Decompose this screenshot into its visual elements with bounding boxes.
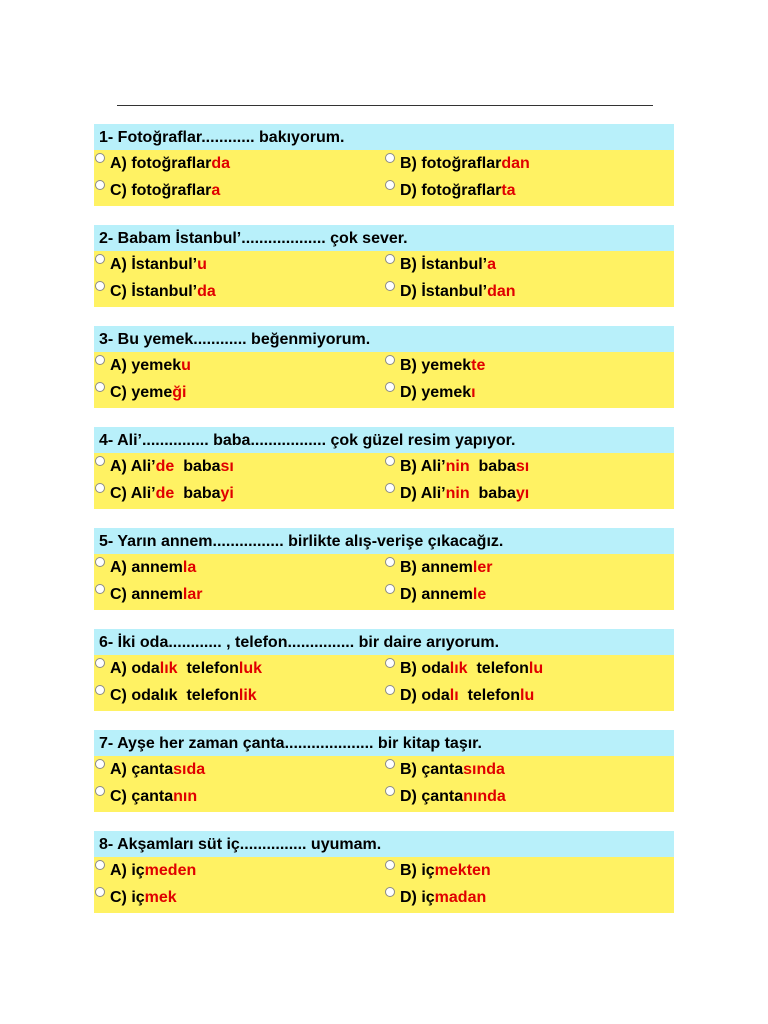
option-second-suffix: yı: [515, 485, 530, 502]
option-suffix: dan: [487, 283, 516, 300]
radio-button-icon[interactable]: [385, 557, 395, 567]
option-second-word: baba: [174, 458, 221, 475]
top-divider: [117, 105, 653, 106]
question-stem: 2- Babam İstanbul’................... çok sever.: [94, 225, 674, 251]
option-letter: D): [400, 182, 422, 199]
option-suffix: lar: [182, 586, 203, 603]
radio-button-icon[interactable]: [385, 584, 395, 594]
option-letter: D): [400, 586, 422, 603]
option-stem-text: İstanbul’: [131, 283, 198, 300]
answer-options: [94, 352, 674, 408]
radio-button-icon[interactable]: [95, 180, 105, 190]
option-suffix: da: [197, 283, 216, 300]
answer-options: [94, 251, 674, 307]
option-suffix: madan: [434, 889, 487, 906]
option-suffix: sında: [463, 761, 505, 778]
option-suffix: sıda: [173, 761, 206, 778]
option-letter: A): [110, 256, 132, 273]
option-letter: D): [400, 889, 422, 906]
question-stem: 3- Bu yemek............ beğenmiyorum.: [94, 326, 674, 352]
option-second-word: telefon: [467, 660, 529, 677]
question-stem: 5- Yarın annem................ birlikte alış-verişe çıkacağız.: [94, 528, 674, 554]
option-stem-text: oda: [421, 687, 450, 704]
radio-button-icon[interactable]: [385, 254, 395, 264]
question-stem: 8- Akşamları süt iç............... uyumam.: [94, 831, 674, 857]
option-suffix: a: [487, 256, 497, 273]
answer-option[interactable]: [94, 785, 197, 809]
option-letter: C): [110, 687, 132, 704]
option-stem-text: yemek: [131, 357, 182, 374]
question-block: [94, 528, 674, 610]
option-suffix: de: [155, 458, 175, 475]
question-stem: 6- İki oda............ , telefon............... bir daire arıyorum.: [94, 629, 674, 655]
answer-option[interactable]: [384, 583, 486, 607]
option-stem-text: annem: [131, 559, 183, 576]
answer-option[interactable]: [384, 886, 486, 910]
answer-option[interactable]: [94, 657, 262, 681]
answer-option[interactable]: [384, 253, 496, 277]
option-suffix: ler: [472, 559, 493, 576]
option-letter: C): [110, 283, 132, 300]
option-stem-text: annem: [131, 586, 183, 603]
option-letter: A): [110, 862, 132, 879]
question-block: [94, 326, 674, 408]
option-stem-text: çanta: [421, 761, 464, 778]
option-letter: C): [110, 182, 132, 199]
option-letter: C): [110, 586, 132, 603]
radio-button-icon[interactable]: [385, 658, 395, 668]
option-letter: D): [400, 485, 421, 502]
radio-button-icon[interactable]: [95, 382, 105, 392]
radio-button-icon[interactable]: [95, 786, 105, 796]
answer-option[interactable]: [94, 886, 177, 910]
answer-option[interactable]: [94, 556, 196, 580]
option-letter: D): [400, 384, 422, 401]
radio-button-icon[interactable]: [95, 887, 105, 897]
answer-options: [94, 453, 674, 509]
option-second-suffix: sı: [220, 458, 234, 475]
answer-option[interactable]: [384, 381, 476, 405]
answer-option[interactable]: [384, 785, 506, 809]
option-stem-text: Ali’: [130, 458, 156, 475]
question-stem: 4- Ali’............... baba................. çok güzel resim yapıyor.: [94, 427, 674, 453]
radio-button-icon[interactable]: [95, 557, 105, 567]
radio-button-icon[interactable]: [385, 786, 395, 796]
option-suffix: a: [211, 182, 221, 199]
option-second-suffix: yi: [220, 485, 234, 502]
option-second-suffix: sı: [515, 458, 530, 475]
option-stem-text: fotoğraflar: [421, 155, 502, 172]
radio-button-icon[interactable]: [385, 281, 395, 291]
radio-button-icon[interactable]: [385, 382, 395, 392]
radio-button-icon[interactable]: [385, 456, 395, 466]
option-suffix: u: [197, 256, 207, 273]
answer-option[interactable]: [94, 758, 205, 782]
question-block: [94, 427, 674, 509]
option-letter: A): [110, 761, 132, 778]
option-stem-text: İstanbul’: [421, 256, 488, 273]
option-letter: C): [110, 788, 132, 805]
option-suffix: le: [472, 586, 487, 603]
option-stem-text: çanta: [131, 761, 174, 778]
option-stem-text: oda: [131, 660, 160, 677]
radio-button-icon[interactable]: [385, 685, 395, 695]
radio-button-icon[interactable]: [95, 153, 105, 163]
option-suffix: lı: [449, 687, 459, 704]
option-stem-text: fotoğraflar: [131, 155, 212, 172]
option-stem-text: Ali’: [130, 485, 156, 502]
option-suffix: meden: [144, 862, 197, 879]
option-suffix: nın: [173, 788, 198, 805]
option-stem-text: Ali’: [420, 458, 446, 475]
radio-button-icon[interactable]: [385, 153, 395, 163]
answer-option[interactable]: [384, 859, 491, 883]
option-letter: B): [400, 357, 422, 374]
option-letter: D): [400, 687, 422, 704]
option-second-suffix: lu: [528, 660, 544, 677]
option-stem-text: iç: [131, 862, 145, 879]
radio-button-icon[interactable]: [95, 483, 105, 493]
answer-option[interactable]: [384, 657, 543, 681]
option-second-suffix: luk: [238, 660, 263, 677]
option-stem-text: İstanbul’: [131, 256, 198, 273]
radio-button-icon[interactable]: [95, 860, 105, 870]
option-suffix: de: [155, 485, 175, 502]
radio-button-icon[interactable]: [95, 584, 105, 594]
option-letter: A): [110, 458, 131, 475]
answer-option[interactable]: [384, 455, 529, 479]
option-stem-text: oda: [421, 660, 450, 677]
option-stem-text: yeme: [131, 384, 173, 401]
quiz-container: [94, 124, 674, 932]
option-letter: C): [110, 384, 132, 401]
answer-option[interactable]: [94, 280, 216, 304]
option-stem-text: annem: [421, 559, 473, 576]
option-stem-text: iç: [421, 889, 435, 906]
radio-button-icon[interactable]: [95, 658, 105, 668]
answer-options: [94, 655, 674, 711]
option-letter: A): [110, 660, 132, 677]
option-stem-text: annem: [421, 586, 473, 603]
option-stem-text: çanta: [131, 788, 174, 805]
question-block: [94, 831, 674, 913]
radio-button-icon[interactable]: [95, 456, 105, 466]
option-suffix: la: [182, 559, 197, 576]
option-letter: D): [400, 788, 422, 805]
option-stem-text: İstanbul’: [421, 283, 488, 300]
option-letter: B): [400, 660, 422, 677]
option-suffix: nin: [445, 458, 470, 475]
radio-button-icon[interactable]: [95, 281, 105, 291]
option-stem-text: Ali’: [420, 485, 446, 502]
option-second-word: telefon: [458, 687, 521, 704]
answer-option[interactable]: [94, 684, 257, 708]
answer-option[interactable]: [94, 179, 220, 203]
question-block: [94, 225, 674, 307]
option-suffix: u: [181, 357, 191, 374]
answer-option[interactable]: [384, 354, 485, 378]
answer-option[interactable]: [94, 583, 202, 607]
radio-button-icon[interactable]: [385, 860, 395, 870]
radio-button-icon[interactable]: [385, 483, 395, 493]
answer-option[interactable]: [384, 758, 505, 782]
question-block: [94, 124, 674, 206]
option-second-word: baba: [469, 485, 516, 502]
option-suffix: ı: [471, 384, 476, 401]
question-block: [94, 730, 674, 812]
option-letter: C): [110, 485, 131, 502]
option-second-word: baba: [469, 458, 516, 475]
option-letter: A): [110, 357, 132, 374]
answer-option[interactable]: [94, 253, 207, 277]
answer-options: [94, 857, 674, 913]
radio-button-icon[interactable]: [95, 355, 105, 365]
option-suffix: mek: [144, 889, 177, 906]
answer-option[interactable]: [94, 354, 191, 378]
option-stem-text: fotoğraflar: [131, 182, 212, 199]
answer-option[interactable]: [94, 859, 196, 883]
option-suffix: lık: [159, 660, 178, 677]
answer-option[interactable]: [94, 455, 234, 479]
radio-button-icon[interactable]: [95, 685, 105, 695]
answer-option[interactable]: [384, 482, 529, 506]
option-suffix: te: [471, 357, 486, 374]
option-letter: D): [400, 283, 422, 300]
option-suffix: nında: [463, 788, 506, 805]
question-block: [94, 629, 674, 711]
option-suffix: ği: [172, 384, 187, 401]
option-second-word: baba: [174, 485, 221, 502]
option-stem-text: yemek: [421, 384, 472, 401]
answer-option[interactable]: [94, 381, 186, 405]
option-letter: B): [400, 761, 422, 778]
option-suffix: dan: [501, 155, 530, 172]
option-letter: A): [110, 155, 132, 172]
answer-option[interactable]: [384, 556, 492, 580]
option-second-suffix: lu: [520, 687, 535, 704]
question-stem: 7- Ayşe her zaman çanta.................... bir kitap taşır.: [94, 730, 674, 756]
option-letter: C): [110, 889, 132, 906]
option-second-word: telefon: [177, 660, 239, 677]
option-letter: A): [110, 559, 132, 576]
radio-button-icon[interactable]: [385, 180, 395, 190]
option-stem-text: iç: [131, 889, 145, 906]
answer-options: [94, 554, 674, 610]
answer-option[interactable]: [384, 152, 530, 176]
answer-option[interactable]: [94, 482, 234, 506]
answer-option[interactable]: [94, 152, 230, 176]
radio-button-icon[interactable]: [95, 254, 105, 264]
option-stem-text: iç: [421, 862, 435, 879]
option-suffix: da: [211, 155, 230, 172]
option-letter: B): [400, 862, 422, 879]
answer-option[interactable]: [384, 684, 534, 708]
radio-button-icon[interactable]: [95, 759, 105, 769]
option-suffix: lık: [449, 660, 468, 677]
option-stem-text: fotoğraflar: [421, 182, 502, 199]
option-letter: B): [400, 256, 422, 273]
option-letter: B): [400, 155, 422, 172]
radio-button-icon[interactable]: [385, 759, 395, 769]
radio-button-icon[interactable]: [385, 355, 395, 365]
answer-options: [94, 150, 674, 206]
question-stem: 1- Fotoğraflar............ bakıyorum.: [94, 124, 674, 150]
option-suffix: nin: [445, 485, 470, 502]
option-suffix: lik: [238, 687, 257, 704]
option-stem-text: çanta: [421, 788, 464, 805]
option-stem-text: yemek: [421, 357, 472, 374]
option-suffix: ta: [501, 182, 516, 199]
option-stem-text: odalık telefon: [131, 687, 239, 704]
option-letter: B): [400, 458, 421, 475]
option-letter: B): [400, 559, 422, 576]
answer-options: [94, 756, 674, 812]
radio-button-icon[interactable]: [385, 887, 395, 897]
answer-option[interactable]: [384, 280, 516, 304]
option-suffix: mekten: [434, 862, 491, 879]
answer-option[interactable]: [384, 179, 516, 203]
